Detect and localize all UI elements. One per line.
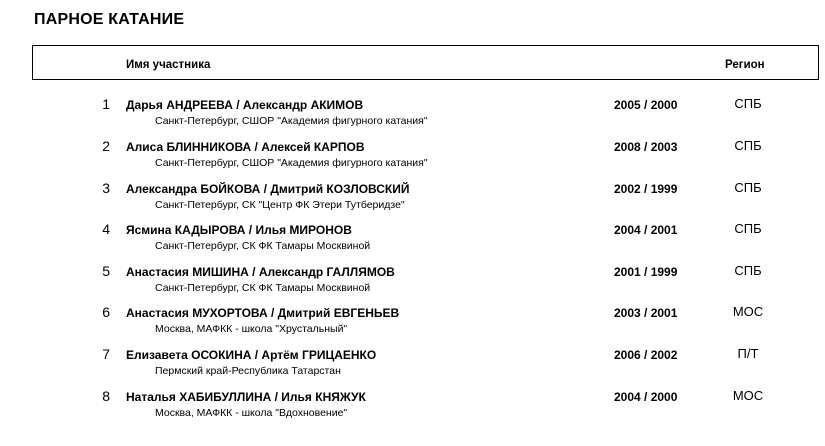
birth-years: 2008 / 2003: [614, 140, 678, 154]
table-row: [0, 96, 825, 136]
pair-names: Александра БОЙКОВА / Дмитрий КОЗЛОВСКИЙ: [126, 182, 410, 196]
birth-years: 2002 / 1999: [614, 182, 678, 196]
table-row: [0, 304, 825, 344]
column-header-region: Регион: [725, 59, 765, 71]
row-number: 7: [102, 346, 110, 362]
pair-region: СПБ: [734, 263, 762, 278]
table-header: [32, 45, 819, 80]
pair-names: Елизавета ОСОКИНА / Артём ГРИЦАЕНКО: [126, 348, 377, 362]
table-row: [0, 180, 825, 220]
pair-club: Москва, МАФКК - школа "Хрустальный": [155, 323, 348, 335]
pair-region: СПБ: [734, 221, 762, 236]
birth-years: 2001 / 1999: [614, 265, 678, 279]
pair-club: Санкт-Петербург, СШОР "Академия фигурного катания": [155, 157, 428, 169]
column-header-name: Имя участника: [126, 59, 211, 71]
row-number: 8: [102, 388, 110, 404]
pair-club: Санкт-Петербург, СШОР "Академия фигурного катания": [155, 115, 428, 127]
birth-years: 2005 / 2000: [614, 98, 678, 112]
pair-names: Ясмина КАДЫРОВА / Илья МИРОНОВ: [126, 223, 352, 237]
pair-club: Санкт-Петербург, СК ФК Тамары Москвиной: [155, 240, 371, 252]
row-number: 5: [102, 263, 110, 279]
birth-years: 2006 / 2002: [614, 348, 678, 362]
table-row: [0, 388, 825, 428]
pair-region: МОС: [732, 388, 764, 403]
pair-names: Анастасия МИШИНА / Александр ГАЛЛЯМОВ: [126, 265, 395, 279]
row-number: 6: [102, 304, 110, 320]
row-number: 1: [102, 96, 110, 112]
birth-years: 2004 / 2001: [614, 223, 678, 237]
pair-region: МОС: [732, 304, 764, 319]
pair-region: СПБ: [734, 138, 762, 153]
pair-club: Пермский край-Республика Татарстан: [155, 365, 341, 377]
pair-names: Дарья АНДРЕЕВА / Александр АКИМОВ: [126, 98, 364, 112]
page-title: ПАРНОЕ КАТАНИЕ: [34, 11, 185, 28]
row-number: 4: [102, 221, 110, 237]
table-row: [0, 263, 825, 303]
pair-names: Алиса БЛИННИКОВА / Алексей КАРПОВ: [126, 140, 365, 154]
pair-club: Москва, МАФКК - школа "Вдохновение": [155, 407, 348, 419]
pair-region: СПБ: [734, 180, 762, 195]
table-row: [0, 138, 825, 178]
pair-names: Наталья ХАБИБУЛЛИНА / Илья КНЯЖУК: [126, 390, 366, 404]
pair-club: Санкт-Петербург, СК "Центр ФК Этери Тутберидзе": [155, 199, 405, 211]
table-row: [0, 346, 825, 386]
table-row: [0, 221, 825, 261]
pair-region: СПБ: [734, 96, 762, 111]
birth-years: 2003 / 2001: [614, 306, 678, 320]
pair-names: Анастасия МУХОРТОВА / Дмитрий ЕВГЕНЬЕВ: [126, 306, 400, 320]
row-number: 3: [102, 180, 110, 196]
pair-club: Санкт-Петербург, СК ФК Тамары Москвиной: [155, 282, 371, 294]
birth-years: 2004 / 2000: [614, 390, 678, 404]
pair-region: П/Т: [737, 346, 759, 361]
row-number: 2: [102, 138, 110, 154]
